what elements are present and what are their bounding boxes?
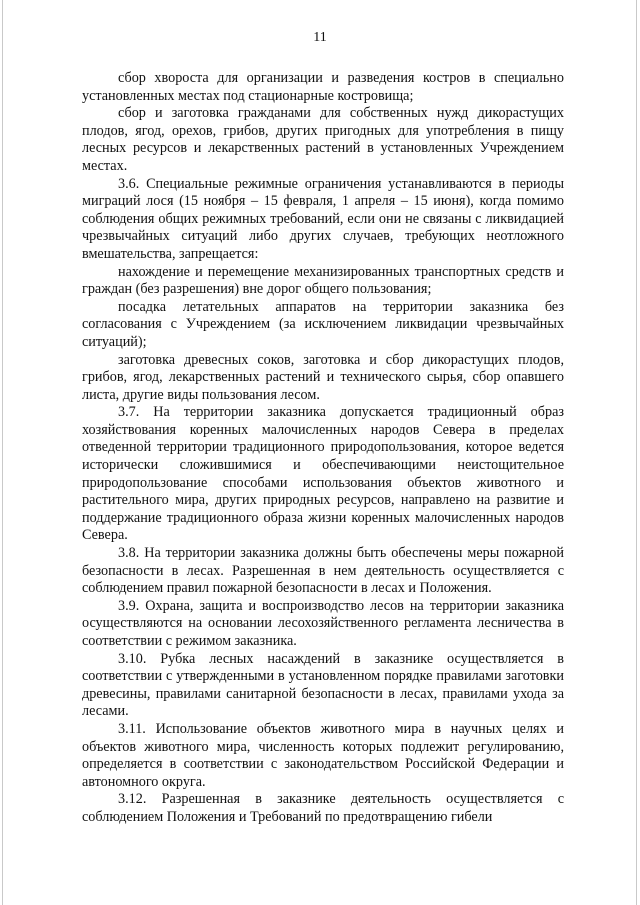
paragraph-wild-plants: сбор и заготовка гражданами для собственных нужд дикорастущих плодов, ягод, орехов, грибов, других пригодных для употребления в пищу лесных ресурсов и лекарственных растений в установленных Учреждением местах. (82, 105, 564, 174)
paragraph-3-7: 3.7. На территории заказника допускается традиционный образ хозяйствования коренных малочисленных народов Севера в пределах отведенной территории традиционного природопользования, которое ведется исторически сложившимися и обеспечивающими неистощительное природопользование способами использования объектов животного и растительного мира, других природных ресурсов, направлено на развитие и поддержание традиционного образа жизни коренных малочисленных народов Севера. (82, 404, 564, 544)
body-text (82, 70, 564, 827)
paragraph-3-12: 3.12. Разрешенная в заказнике деятельность осуществляется с соблюдением Положения и Требований по предотвращению гибели (82, 791, 564, 825)
scan-edge-left (2, 0, 3, 905)
paragraph-3-10: 3.10. Рубка лесных насаждений в заказнике осуществляется в соответствии с утвержденными в установленном порядке правилами заготовки древесины, правилами санитарной безопасности в лесах, правилами ухода за лесами. (82, 650, 564, 720)
paragraph-brushwood: сбор хвороста для организации и разведения костров в специально установленных местах под стационарные костровища; (82, 70, 564, 104)
paragraph-3-8: 3.8. На территории заказника должны быть обеспечены меры пожарной безопасности в лесах. Разрешенная в нем деятельность осуществляется с соблюдением правил пожарной безопасности в лесах и Положения. (82, 545, 564, 597)
paragraph-sap-harvest: заготовка древесных соков, заготовка и сбор дикорастущих плодов, грибов, ягод, лекарственных растений и технического сырья, сбор опавшего листа, другие виды пользования лесом. (82, 351, 564, 403)
paragraph-3-11: 3.11. Использование объектов животного мира в научных целях и объектов животного мира, численность которых подлежит регулированию, определяется в соответствии с законодательством Российской Федерации и автономного округа. (82, 720, 564, 790)
paragraph-3-6: 3.6. Специальные режимные ограничения устанавливаются в периоды миграций лося (15 ноября – 15 февраля, 1 апреля – 15 июня), когда помимо соблюдения общих режимных требований, если они не связаны с ликвидацией чрезвычайных ситуаций либо других случаев, требующих неотложного вмешательства, запрещается: (82, 175, 564, 262)
paragraph-vehicles: нахождение и перемещение механизированных транспортных средств и граждан (без разрешения) вне дорог общего пользования; (82, 263, 564, 298)
paragraph-3-9: 3.9. Охрана, защита и воспроизводство лесов на территории заказника осуществляются на основании лесохозяйственного регламента лесничества в соответствии с режимом заказника. (82, 597, 564, 649)
scan-edge-right (636, 0, 637, 905)
page-number: 11 (313, 30, 327, 45)
paragraph-aircraft: посадка летательных аппаратов на территории заказника без согласования с Учреждением (за исключением ликвидации чрезвычайных ситуаций); (82, 298, 564, 350)
